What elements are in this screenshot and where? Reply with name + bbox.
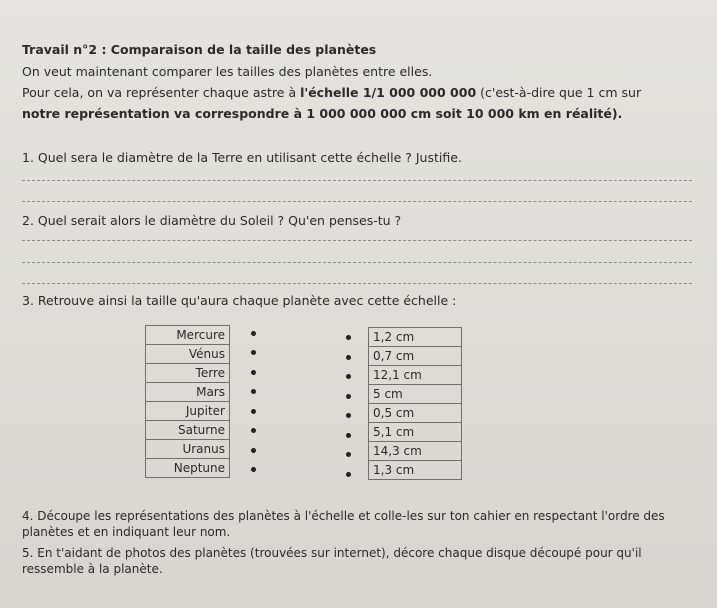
answer-line-2[interactable] [22, 201, 692, 202]
left-bullet-dot[interactable] [251, 389, 256, 394]
table-row [146, 345, 230, 364]
worksheet-title: Travail n°2 : Comparaison de la taille des planètes [22, 42, 377, 57]
question-3: 3. Retrouve ainsi la taille qu'aura chaque planète avec cette échelle : [22, 293, 457, 308]
right-bullet-dot[interactable] [346, 433, 351, 438]
table-row [369, 366, 462, 385]
right-bullet-dot[interactable] [346, 472, 351, 477]
table-row [146, 440, 230, 459]
question-4: 4. Découpe les représentations des planètes à l'échelle et colle-les sur ton cahier en respectant l'ordre des planètes et en indiquant leur nom. [22, 509, 665, 539]
question-2: 2. Quel serait alors le diamètre du Soleil ? Qu'en penses-tu ? [22, 213, 402, 228]
table-row [146, 383, 230, 402]
answer-line-3[interactable] [22, 240, 692, 241]
intro-line-3: notre représentation va correspondre à 1 000 000 000 cm soit 10 000 km en réalité). [22, 106, 623, 121]
table-row [369, 442, 462, 461]
table-row [369, 423, 462, 442]
planet-size: 0,7 cm [369, 347, 462, 366]
table-row [146, 459, 230, 478]
left-bullet-dot[interactable] [251, 409, 256, 414]
planet-name: Terre [146, 364, 230, 383]
planet-size: 1,2 cm [369, 328, 462, 347]
scale-text: l'échelle 1/1 000 000 000 [300, 85, 477, 100]
right-bullet-dot[interactable] [346, 374, 351, 379]
table-row [369, 347, 462, 366]
table-row [146, 326, 230, 345]
intro-line-2-start: Pour cela, on va représenter chaque astre à [22, 85, 301, 100]
right-bullet-dot[interactable] [346, 452, 351, 457]
planet-size: 5 cm [369, 385, 462, 404]
left-bullet-dot[interactable] [251, 448, 256, 453]
left-bullet-dot[interactable] [251, 467, 256, 472]
intro-line-2-end: (c'est-à-dire que 1 cm sur [476, 85, 642, 100]
right-bullet-dot[interactable] [346, 394, 351, 399]
table-row [146, 421, 230, 440]
planet-name: Neptune [146, 459, 230, 478]
planet-names-table [145, 325, 230, 478]
table-row [369, 385, 462, 404]
planet-name: Jupiter [146, 402, 230, 421]
answer-line-1[interactable] [22, 180, 692, 181]
answer-line-4[interactable] [22, 262, 692, 263]
planet-size: 1,3 cm [369, 461, 462, 480]
planet-name: Uranus [146, 440, 230, 459]
table-row [369, 404, 462, 423]
table-row [146, 364, 230, 383]
table-row [369, 328, 462, 347]
left-bullet-dot[interactable] [251, 370, 256, 375]
planet-size: 12,1 cm [369, 366, 462, 385]
planet-name: Mercure [146, 326, 230, 345]
left-bullet-dot[interactable] [251, 350, 256, 355]
planet-name: Mars [146, 383, 230, 402]
question-5: 5. En t'aidant de photos des planètes (trouvées sur internet), décore chaque disque découpé pour qu'il ressemble à la planète. [22, 546, 642, 576]
planet-size: 14,3 cm [369, 442, 462, 461]
right-bullet-dot[interactable] [346, 413, 351, 418]
left-bullet-dot[interactable] [251, 331, 256, 336]
planet-size: 0,5 cm [369, 404, 462, 423]
table-row [369, 461, 462, 480]
intro-line-2 [22, 85, 641, 100]
planet-name: Vénus [146, 345, 230, 364]
planet-size: 5,1 cm [369, 423, 462, 442]
right-bullet-dot[interactable] [346, 335, 351, 340]
table-row [146, 402, 230, 421]
intro-line-1: On veut maintenant comparer les tailles des planètes entre elles. [22, 64, 433, 79]
left-bullet-dot[interactable] [251, 428, 256, 433]
question-1: 1. Quel sera le diamètre de la Terre en utilisant cette échelle ? Justifie. [22, 150, 462, 165]
planet-name: Saturne [146, 421, 230, 440]
planet-sizes-table [368, 327, 462, 480]
right-bullet-dot[interactable] [346, 355, 351, 360]
answer-line-5[interactable] [22, 283, 692, 284]
